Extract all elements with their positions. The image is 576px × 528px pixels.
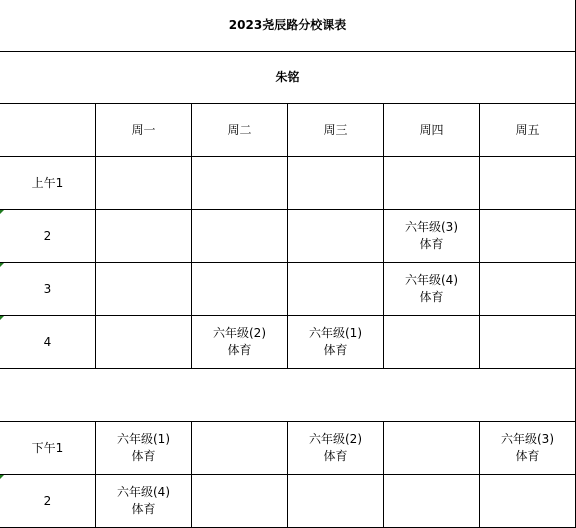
timetable-cell[interactable] <box>288 422 384 475</box>
header-cell-corner[interactable] <box>0 104 96 157</box>
class-name: 六年级(2) <box>213 326 266 340</box>
period-row <box>0 157 576 210</box>
timetable-cell[interactable] <box>480 316 576 369</box>
subject-name: 体育 <box>227 343 252 357</box>
timetable-cell[interactable] <box>384 263 480 316</box>
timetable-cell[interactable] <box>288 316 384 369</box>
cell-marker-icon <box>0 316 4 320</box>
period-label[interactable]: 4 <box>0 316 96 369</box>
period-row <box>0 316 576 369</box>
header-cell-tuesday[interactable]: 周二 <box>192 104 288 157</box>
header-cell-thursday[interactable]: 周四 <box>384 104 480 157</box>
subject-name: 体育 <box>515 449 540 463</box>
timetable-cell[interactable] <box>96 316 192 369</box>
timetable-cell[interactable] <box>384 316 480 369</box>
period-label[interactable]: 3 <box>0 263 96 316</box>
timetable-cell[interactable] <box>96 210 192 263</box>
header-cell-friday[interactable]: 周五 <box>480 104 576 157</box>
cell-marker-icon <box>0 210 4 214</box>
cell-marker-icon <box>0 263 4 267</box>
subject-name: 体育 <box>419 237 444 251</box>
period-row <box>0 263 576 316</box>
period-row <box>0 210 576 263</box>
lunch-gap-cell[interactable] <box>0 369 576 422</box>
period-row <box>0 422 576 475</box>
timetable-cell[interactable] <box>192 210 288 263</box>
timetable-cell[interactable] <box>384 422 480 475</box>
period-label[interactable]: 2 <box>0 210 96 263</box>
timetable-cell[interactable] <box>480 475 576 528</box>
subject-name: 体育 <box>419 290 444 304</box>
subject-name: 体育 <box>323 449 348 463</box>
class-name: 六年级(3) <box>501 432 554 446</box>
cell-marker-icon <box>0 475 4 479</box>
timetable-cell[interactable] <box>96 263 192 316</box>
lunch-gap-row <box>0 369 576 422</box>
class-name: 六年级(4) <box>117 485 170 499</box>
header-cell-monday[interactable]: 周一 <box>96 104 192 157</box>
period-label[interactable]: 下午1 <box>0 422 96 475</box>
timetable-cell[interactable] <box>480 210 576 263</box>
subject-name: 体育 <box>131 502 156 516</box>
header-cell-wednesday[interactable]: 周三 <box>288 104 384 157</box>
timetable-cell[interactable] <box>192 263 288 316</box>
subject-name: 体育 <box>323 343 348 357</box>
header-row <box>0 104 576 157</box>
timetable-cell[interactable] <box>96 475 192 528</box>
period-row <box>0 475 576 528</box>
class-name: 六年级(2) <box>309 432 362 446</box>
timetable-cell[interactable] <box>288 157 384 210</box>
timetable-cell[interactable] <box>480 422 576 475</box>
timetable-cell[interactable] <box>192 475 288 528</box>
period-label[interactable]: 上午1 <box>0 157 96 210</box>
timetable-cell[interactable] <box>192 422 288 475</box>
timetable-cell[interactable] <box>384 157 480 210</box>
timetable-title[interactable]: 2023尧辰路分校课表 <box>0 0 576 52</box>
period-label[interactable]: 2 <box>0 475 96 528</box>
timetable-cell[interactable] <box>288 475 384 528</box>
timetable-cell[interactable] <box>192 157 288 210</box>
class-name: 六年级(4) <box>405 273 458 287</box>
timetable-cell[interactable] <box>96 422 192 475</box>
teacher-name[interactable]: 朱铭 <box>0 52 576 104</box>
timetable-cell[interactable] <box>480 263 576 316</box>
timetable-cell[interactable] <box>480 157 576 210</box>
timetable-cell[interactable] <box>96 157 192 210</box>
class-name: 六年级(3) <box>405 220 458 234</box>
timetable-cell[interactable] <box>288 263 384 316</box>
timetable-cell[interactable] <box>384 210 480 263</box>
class-name: 六年级(1) <box>117 432 170 446</box>
timetable-cell[interactable] <box>192 316 288 369</box>
subject-name: 体育 <box>131 449 156 463</box>
class-name: 六年级(1) <box>309 326 362 340</box>
timetable-cell[interactable] <box>384 475 480 528</box>
timetable-cell[interactable] <box>288 210 384 263</box>
